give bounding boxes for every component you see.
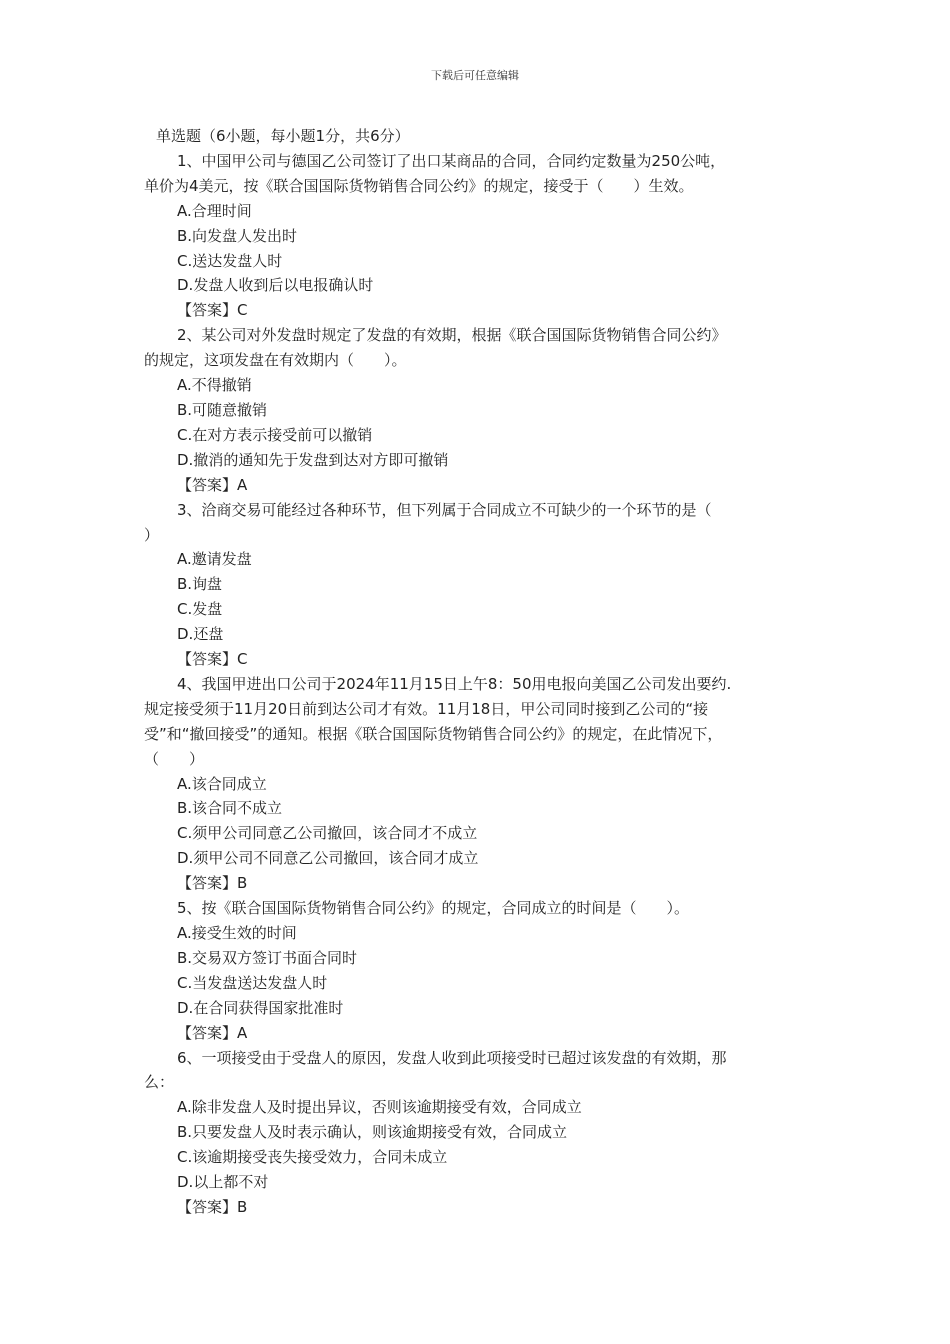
question-stem <box>144 1046 804 1096</box>
option-a: A.该合同成立 <box>177 774 267 793</box>
stem-line: 受”和“撤回接受”的通知。根据《联合国国际货物销售合同公约》的规定，在此情况下， <box>144 724 723 743</box>
option-b: B.向发盘人发出时 <box>177 226 298 245</box>
stem-line: 的规定，这项发盘在有效期内（ ）。 <box>144 351 407 370</box>
stem-line: 么： <box>144 1073 175 1092</box>
stem-line: 规定接受须于11月20日前到达公司才有效。11月18日，甲公司同时接到乙公司的“接 <box>144 699 709 718</box>
stem-line: 2、某公司对外发盘时规定了发盘的有效期，根据《联合国国际货物销售合同公约》 <box>177 326 727 345</box>
option-b: B.只要发盘人及时表示确认，则该逾期接受有效，合同成立 <box>177 1123 568 1142</box>
question-3 <box>144 498 804 672</box>
answer: 【答案】C <box>177 301 248 320</box>
question-stem <box>144 896 804 921</box>
answer: 【答案】C <box>177 650 248 669</box>
question-stem <box>144 149 804 199</box>
option-d: D.须甲公司不同意乙公司撤回，该合同才成立 <box>177 849 479 868</box>
question-4 <box>144 672 804 896</box>
question-stem <box>144 672 804 772</box>
option-c: C.当发盘送达发盘人时 <box>177 973 328 992</box>
question-1 <box>144 149 804 323</box>
answer: 【答案】A <box>177 475 248 494</box>
option-c: C.在对方表示接受前可以撤销 <box>177 425 373 444</box>
stem-line: 3、洽商交易可能经过各种环节，但下列属于合同成立不可缺少的一个环节的是（ <box>177 500 712 519</box>
option-d: D.撤消的通知先于发盘到达对方即可撤销 <box>177 450 449 469</box>
option-a: A.邀请发盘 <box>177 550 252 569</box>
option-d: D.还盘 <box>177 625 224 644</box>
option-c: C.发盘 <box>177 600 223 619</box>
stem-line: 6、一项接受由于受盘人的原因，发盘人收到此项接受时已超过该发盘的有效期，那 <box>177 1048 727 1067</box>
stem-line: （ ） <box>144 749 205 768</box>
document-body <box>144 124 804 1220</box>
option-b: B.可随意撤销 <box>177 400 268 419</box>
answer: 【答案】B <box>177 874 248 893</box>
stem-line: 单价为4美元，按《联合国国际货物销售合同公约》的规定，接受于（ ）生效。 <box>144 176 694 195</box>
option-b: B.询盘 <box>177 575 223 594</box>
option-c: C.送达发盘人时 <box>177 251 283 270</box>
question-5 <box>144 896 804 1045</box>
question-stem <box>144 498 804 548</box>
question-stem <box>144 323 804 373</box>
option-d: D.发盘人收到后以电报确认时 <box>177 276 374 295</box>
question-6 <box>144 1046 804 1220</box>
option-c: C.须甲公司同意乙公司撤回，该合同才不成立 <box>177 824 478 843</box>
question-2 <box>144 323 804 497</box>
option-a: A.除非发盘人及时提出异议，否则该逾期接受有效，合同成立 <box>177 1098 582 1117</box>
stem-line: 4、我国甲进出口公司于2024年11月15日上午8：50用电报向美国乙公司发出要约. <box>177 674 732 693</box>
header-note: 下载后可任意编辑 <box>431 69 519 82</box>
option-a: A.接受生效的时间 <box>177 924 297 942</box>
option-d: D.在合同获得国家批准时 <box>177 998 344 1017</box>
option-a: A.不得撤销 <box>177 376 252 395</box>
option-b: B.交易双方签订书面合同时 <box>177 948 358 967</box>
section-title: 单选题（6小题，每小题1分，共6分） <box>156 127 410 145</box>
option-d: D.以上都不对 <box>177 1173 269 1192</box>
option-a: A.合理时间 <box>177 201 252 220</box>
stem-line: 5、按《联合国国际货物销售合同公约》的规定，合同成立的时间是（ ）。 <box>177 899 690 918</box>
stem-line: ） <box>144 525 160 544</box>
option-b: B.该合同不成立 <box>177 799 283 818</box>
stem-line: 1、中国甲公司与德国乙公司签订了出口某商品的合同，合同约定数量为250公吨， <box>177 151 726 170</box>
option-c: C.该逾期接受丧失接受效力，合同未成立 <box>177 1148 448 1167</box>
answer: 【答案】B <box>177 1197 248 1216</box>
answer: 【答案】A <box>177 1023 248 1042</box>
